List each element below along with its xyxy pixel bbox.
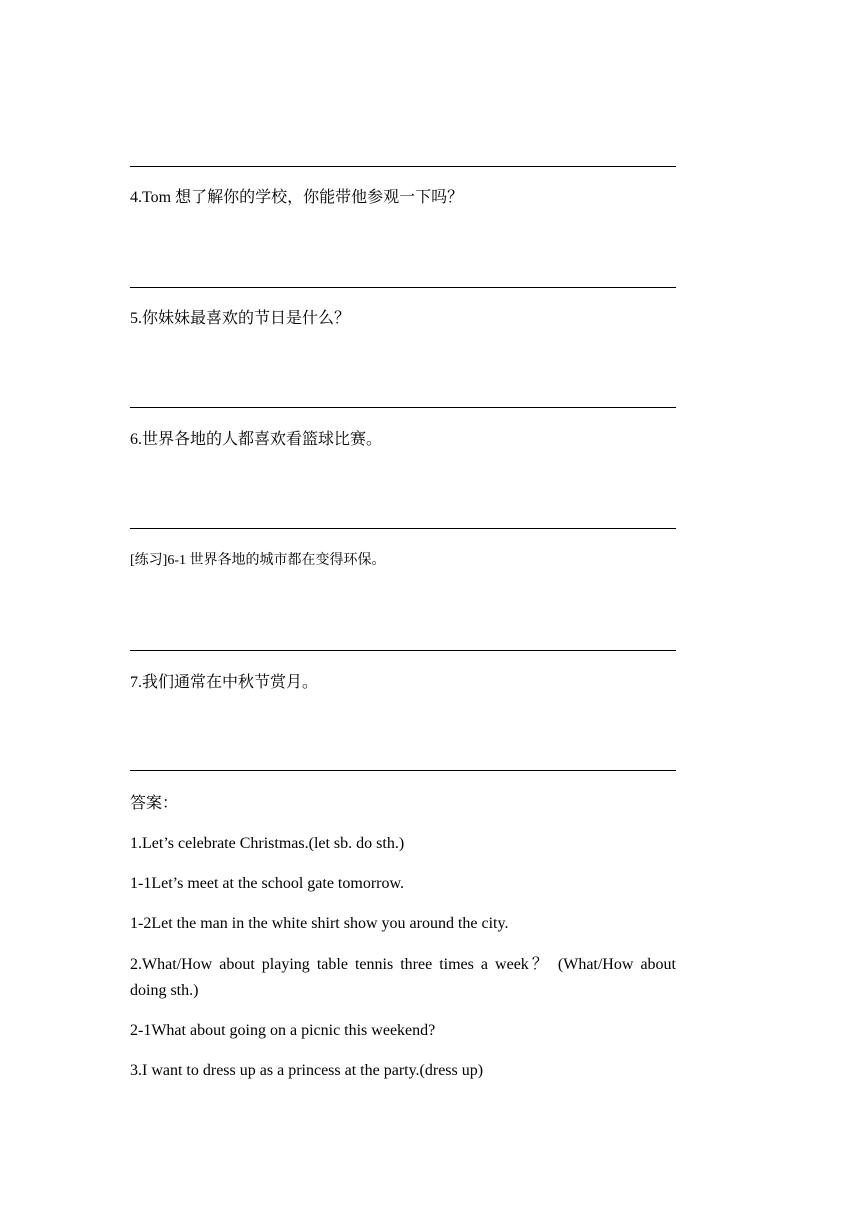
answer-line (130, 528, 676, 529)
question-4: 4.Tom 想了解你的学校，你能带他参观一下吗？ (130, 189, 464, 206)
answers-heading: 答案： (130, 795, 179, 812)
answer-item: 3.I want to dress up as a princess at the party.(dress up) (130, 1062, 484, 1079)
question-7: 7.我们通常在中秋节赏月。 (130, 674, 319, 691)
answer-line (130, 166, 676, 167)
answer-line (130, 407, 676, 408)
answer-line (130, 650, 676, 651)
exercise-6-1: [练习]6-1 世界各地的城市都在变得环保。 (130, 553, 386, 568)
question-6: 6.世界各地的人都喜欢看篮球比赛。 (130, 431, 383, 448)
answer-line (130, 287, 676, 288)
answer-item: 1-1Let’s meet at the school gate tomorrow. (130, 875, 404, 892)
answer-item: 1.Let’s celebrate Christmas.(let sb. do sth.) (130, 835, 405, 852)
answer-item: 1-2Let the man in the white shirt show you around the city. (130, 915, 509, 932)
question-5: 5.你妹妹最喜欢的节日是什么？ (130, 310, 351, 327)
answer-item: 2.What/How about playing table tennis three times a week？ (What/How about doing sth.) (130, 956, 676, 999)
answer-line (130, 770, 676, 771)
answer-item: 2-1What about going on a picnic this weekend? (130, 1022, 436, 1039)
